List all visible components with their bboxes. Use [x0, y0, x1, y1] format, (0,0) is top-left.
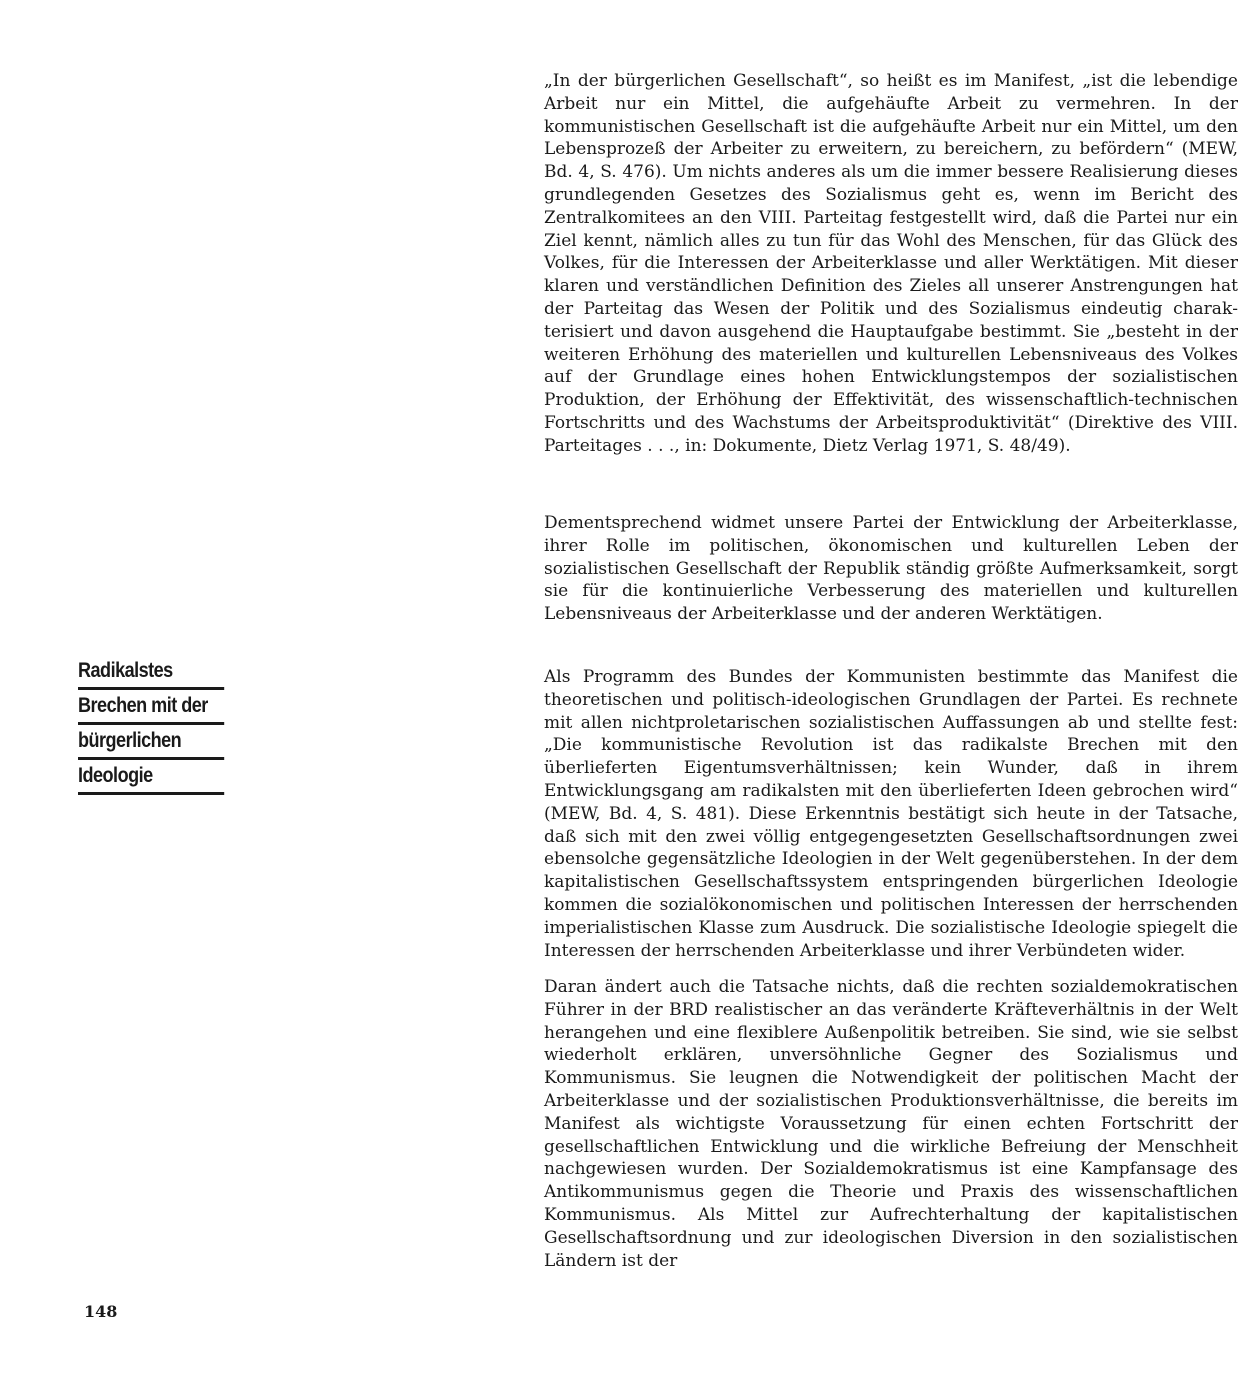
margin-heading-line: Brechen mit der — [78, 690, 224, 725]
margin-heading-line: Radikalstes — [78, 655, 224, 690]
margin-heading — [78, 655, 224, 795]
paragraph: Als Programm des Bundes der Kommunisten bestimmte das Manifest die theoretischen und politisch-ideologischen Grundlagen der Partei. Es rechnete mit allen nichtproletarischen sozialistischen Auffassungen ab und stellte fest: „Die kommunistische Revolution ist das radikalste Brechen mit den überlieferten Eigentumsverhältnissen; kein Wunder, daß in ihrem Entwicklungsgang am radikalsten mit den überlieferten Ideen gebrochen wird“ (MEW, Bd. 4, S. 481). Diese Erkenntnis bestätigt sich heute in der Tatsache, daß sich mit den zwei völlig entgegengesetzten Gesellschaftsordnungen zwei ebensolche gegensätzliche Ideologien in der Welt gegenüberstehen. In der dem kapitalistischen Gesellschaftssystem entspringenden bürgerlichen Ideologie kommen die sozialökonomischen und politischen Interessen der herrschenden imperialistischen Klasse zum Ausdruck. Die sozialistische Ideologie spiegelt die Interessen der herrschenden Arbeiterklasse und ihrer Verbündeten wider. — [544, 667, 1238, 961]
margin-heading-line: Ideologie — [78, 760, 224, 795]
paragraph: Dementsprechend widmet unsere Partei der Entwicklung der Arbeiterklasse, ihrer Rolle im politischen, ökonomischen und kulturellen Leben der sozialistischen Gesellschaft der Republik ständig größte Aufmerksamkeit, sorgt sie für die kontinuierliche Verbesserung des materiellen und kulturellen Lebensniveaus der Arbeiterklasse und der anderen Werktätigen. — [544, 513, 1238, 625]
paragraph: „In der bürgerlichen Gesellschaft“, so heißt es im Manifest, „ist die lebendige Arbeit nur ein Mittel, die aufgehäufte Arbeit zu vermehren. In der kommunistischen Gesellschaft ist die aufgehäufte Arbeit nur ein Mittel, um den Lebensprozeß der Arbeiter zu erweitern, zu bereichern, zu befördern“ (MEW, Bd. 4, S. 476). Um nichts anderes als um die immer bessere Realisierung dieses grundlegenden Gesetzes des Sozialismus geht es, wenn im Bericht des Zentralkomitees an den VIII. Parteitag festgestellt wird, daß die Partei nur ein Ziel kennt, nämlich alles zu tun für das Wohl des Menschen, für das Glück des Volkes, für die Interessen der Arbeiterklasse und aller Werktätigen. Mit dieser klaren und verständlichen Definition des Zieles all unserer Anstrengungen hat der Parteitag das Wesen der Politik und des Sozialismus eindeutig charakterisiert und davon ausgehend die Hauptaufgabe bestimmt. Sie „besteht in der weiteren Erhöhung des materiellen und kulturellen Lebensniveaus des Volkes auf der Grundlage eines hohen Entwicklungstempos der sozialistischen Produktion, der Erhöhung der Effektivität, des wissenschaftlich-technischen Fortschritts und des Wachstums der Arbeitsproduktivität“ (Direktive des VIII. Parteitages . . ., in: Dokumente, Dietz Verlag 1971, S. 48/49). — [544, 71, 1238, 456]
margin-heading-line: bürgerlichen — [78, 725, 224, 760]
page-number: 148 — [84, 1302, 118, 1321]
paragraph: Daran ändert auch die Tatsache nichts, daß die rechten sozialdemokratischen Führer in der BRD realistischer an das veränderte Kräfteverhältnis in der Welt herangehen und eine flexiblere Außenpolitik betreiben. Sie sind, wie sie selbst wiederholt erklären, unversöhnliche Gegner des Sozialismus und Kommunismus. Sie leugnen die Notwendigkeit der politischen Macht der Arbeiterklasse und der sozialistischen Produktionsverhältnisse, die bereits im Manifest als wichtigste Voraussetzung für einen echten Fortschritt der gesellschaftlichen Entwicklung und die wirkliche Befreiung der Menschheit nachgewiesen wurden. Der Sozialdemokratismus ist eine Kampfansage des Antikommunismus gegen die Theorie und Praxis des wissenschaftlichen Kommunismus. Als Mittel zur Aufrechterhaltung der kapitalistischen Gesellschaftsordnung und zur ideologischen Diversion in den sozialistischen Ländern ist der — [544, 977, 1238, 1271]
